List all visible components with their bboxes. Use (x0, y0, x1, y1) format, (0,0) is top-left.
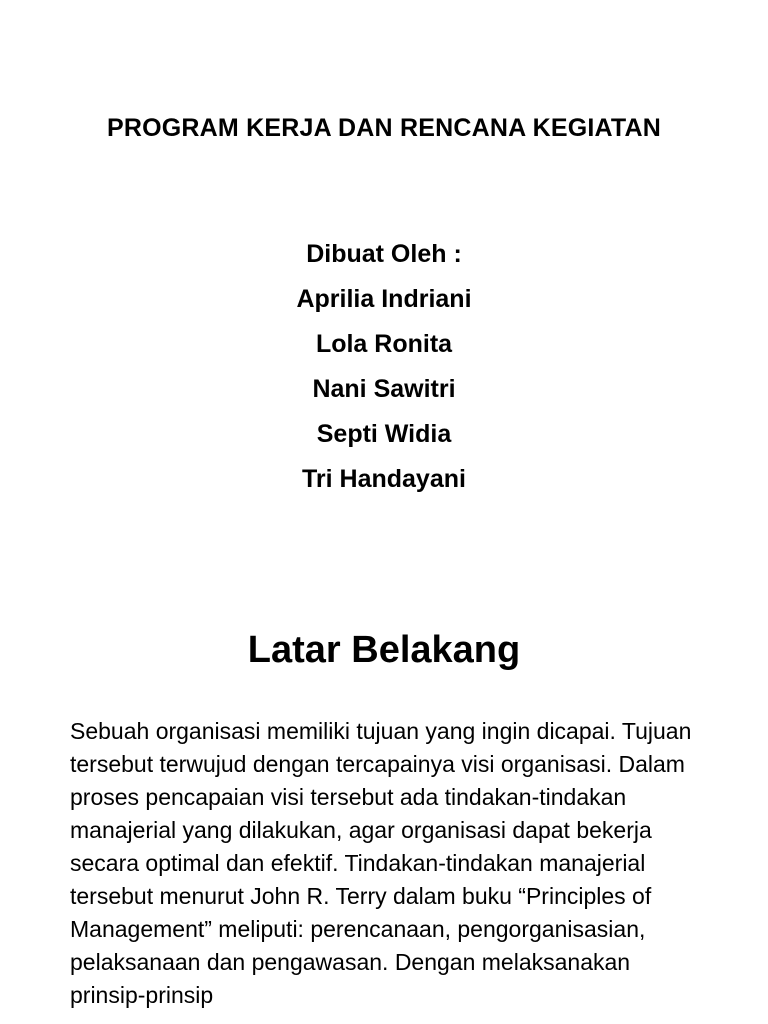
author-name: Septi Widia (316, 420, 452, 448)
author-name: Nani Sawitri (312, 375, 456, 403)
made-by-label: Dibuat Oleh : (306, 240, 462, 268)
author-name: Tri Handayani (302, 465, 466, 493)
author-name: Aprilia Indriani (296, 285, 472, 313)
body-paragraph: Sebuah organisasi memiliki tujuan yang ingin dicapai. Tujuan tersebut terwujud dengan tercapainya visi organisasi. Dalam proses pencapaian visi tersebut ada tindakan-tindakan manajerial yang dilakukan, agar organisasi dapat bekerja secara optimal dan efektif. Tindakan-tindakan manajerial tersebut menurut John R. Terry dalam buku “Principles of Management” meliputi: perencanaan, pengorganisasian, pelaksanaan dan pengawasan. Dengan melaksanakan prinsip-prinsip (70, 718, 692, 1008)
authors-block (0, 232, 768, 502)
document-title: PROGRAM KERJA DAN RENCANA KEGIATAN (106, 114, 662, 142)
author-name: Lola Ronita (315, 330, 453, 358)
background-slide (0, 576, 768, 1024)
section-heading: Latar Belakang (247, 629, 521, 671)
